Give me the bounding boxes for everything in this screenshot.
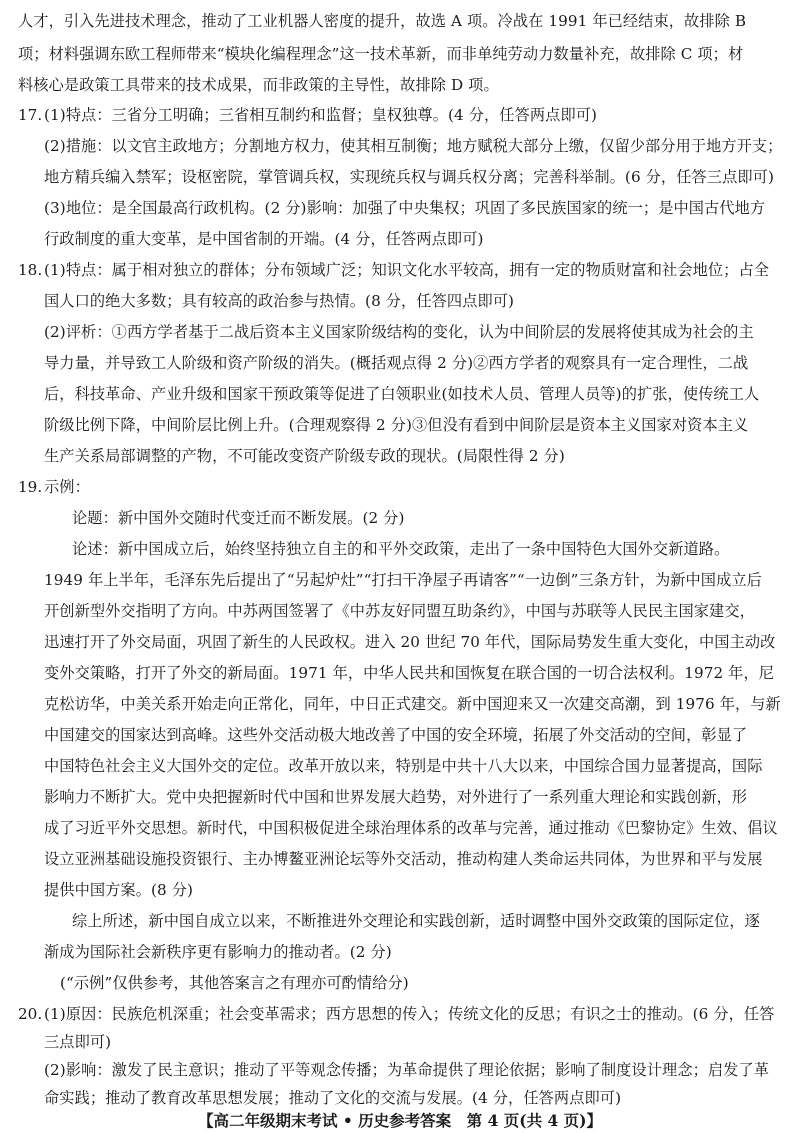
text-line: 阶级比例下降，中间阶层比例上升。(合理观察得 2 分)③但没有看到中间阶层是资本主义国家对资本主义 xyxy=(44,416,749,434)
page-footer: 【高二年级期末考试 • 历史参考答案 第 4 页(共 4 页)】 xyxy=(197,1111,603,1130)
question-number: 17. xyxy=(18,106,43,124)
text-line: 论题：新中国外交随时代变迁而不断发展。(2 分) xyxy=(72,509,405,527)
text-line: (2)影响：激发了民主意识；推动了平等观念传播；为革命提供了理论依据；影响了制度设计理念；启发了革 xyxy=(44,1061,770,1079)
text-line: (“示例”仅供参考，其他答案言之有理亦可酌情给分) xyxy=(60,974,409,992)
text-line: 后，科技革命、产业升级和国家干预政策等促进了白领职业(如技术人员、管理人员等)的扩张，使传统工人 xyxy=(44,385,760,403)
text-line: 论述：新中国成立后，始终坚持独立自主的和平外交政策，走出了一条中国特色大国外交新道路。 xyxy=(72,540,730,558)
text-line: (2)措施：以文官主政地方；分割地方权力，使其相互制衡；地方赋税大部分上缴，仅留少部分用于地方开支； xyxy=(44,137,783,155)
text-line: (3)地位：是全国最高行政机构。(2 分)影响：加强了中央集权；巩固了多民族国家的统一；是中国古代地方 xyxy=(44,199,766,217)
text-line: 三点即可) xyxy=(44,1033,112,1051)
text-line: 中国特色社会主义大国外交的定位。改革开放以来，特别是中共十八大以来，中国综合国力显著提高，国际 xyxy=(44,757,763,775)
text-line: 地方精兵编入禁军；设枢密院，掌管调兵权，实现统兵权与调兵权分离；完善科举制。(6 分，任答三点即可) xyxy=(44,168,774,186)
text-line: 开创新型外交指明了方向。中苏两国签署了《中苏友好同盟互助条约》，中国与苏联等人民民主国家建交， xyxy=(44,602,755,620)
text-line: 料核心是政策工具带来的技术成果，而非政策的主导性，故排除 D 项。 xyxy=(18,76,499,94)
text-line: 人才，引入先进技术理念，推动了工业机器人密度的提升，故选 A 项。冷战在 1991 年已经结束，故排除 B xyxy=(18,12,747,30)
text-line: 变外交策略，打开了外交的新局面。1971 年，中华人民共和国恢复在联合国的一切合法权利。1972 年，尼 xyxy=(44,664,775,682)
text-line: 项；材料强调东欧工程师带来“模块化编程理念”这一技术革新，而非单纯劳动力数量补充，故排除 C 项；材 xyxy=(18,45,744,63)
text-line: 生产关系局部调整的产物，不可能改变资产阶级专政的现状。(局限性得 2 分) xyxy=(44,447,565,465)
text-line: 1949 年上半年，毛泽东先后提出了“另起炉灶”“打扫干净屋子再请客”“一边倒”三条方针，为新中国成立后 xyxy=(44,571,762,589)
text-line: 渐成为国际社会新秩序更有影响力的推动者。(2 分) xyxy=(44,943,392,961)
text-line: 克松访华，中美关系开始走向正常化，同年，中日正式建交。新中国迎来又一次建交高潮，到 1976 年，与新 xyxy=(44,695,781,713)
question-number: 19. xyxy=(18,478,43,496)
text-line: 提供中国方案。(8 分) xyxy=(44,881,194,899)
text-line: 示例： xyxy=(44,478,90,496)
text-line: 综上所述，新中国自成立以来，不断推进外交理论和实践创新，适时调整中国外交政策的国际定位，逐 xyxy=(72,912,760,930)
text-line: 命实践；推动了教育改革思想发展；推动了文化的交流与发展。(4 分，任答两点即可) xyxy=(44,1089,622,1107)
text-line: 行政制度的重大变革，是中国省制的开端。(4 分，任答两点即可) xyxy=(44,230,484,248)
text-line: (1)特点：三省分工明确；三省相互制约和监督；皇权独尊。(4 分，任答两点即可) xyxy=(44,106,598,124)
question-number: 18. xyxy=(18,261,43,279)
text-line: (1)特点：属于相对独立的群体；分布领域广泛；知识文化水平较高，拥有一定的物质财富和社会地位；占全 xyxy=(44,261,770,279)
text-line: 影响力不断扩大。党中央把握新时代中国和世界发展大趋势，对外进行了一系列重大理论和实践创新，形 xyxy=(44,788,748,806)
text-line: 迅速打开了外交局面，巩固了新生的人民政权。进入 20 世纪 70 年代，国际局势发生重大变化，中国主动改 xyxy=(44,633,776,651)
text-line: (1)原因：民族危机深重；社会变革需求；西方思想的传入；传统文化的反思；有识之士的推动。(6 分，任答 xyxy=(44,1005,775,1023)
text-line: 设立亚洲基础设施投资银行、主办博鳌亚洲论坛等外交活动，推动构建人类命运共同体，为世界和平与发展 xyxy=(44,850,763,868)
text-line: (2)评析：①西方学者基于二战后资本主义国家阶级结构的变化，认为中间阶层的发展将使其成为社会的主 xyxy=(44,323,754,341)
question-number: 20. xyxy=(18,1005,43,1023)
text-line: 导力量，并导致工人阶级和资产阶级的消失。(概括观点得 2 分)②西方学者的观察具有一定合理性，二战 xyxy=(44,354,749,372)
text-line: 国人口的绝大多数；具有较高的政治参与热情。(8 分，任答四点即可) xyxy=(44,292,515,310)
text-line: 中国建交的国家达到高峰。这些外交活动极大地改善了中国的安全环境，拓展了外交活动的空间，彰显了 xyxy=(44,726,748,744)
text-line: 成了习近平外交思想。新时代，中国积极促进全球治理体系的改革与完善，通过推动《巴黎协定》生效、倡议 xyxy=(44,819,778,837)
